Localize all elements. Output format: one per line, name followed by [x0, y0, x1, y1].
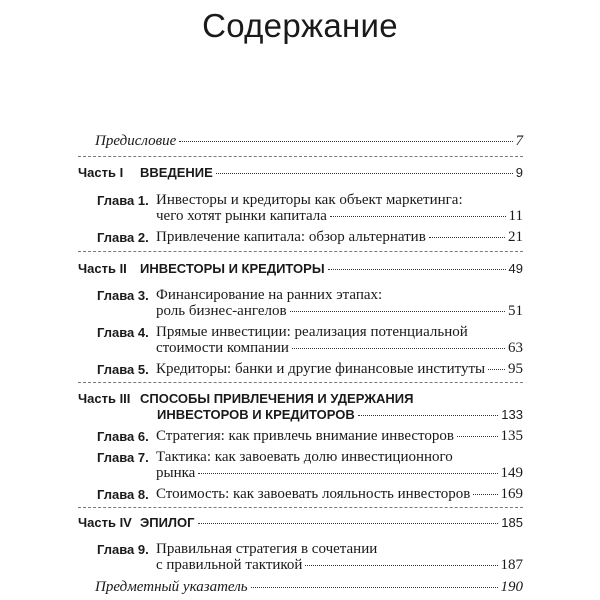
- chapter-3-line-2: роль бизнес-ангелов: [156, 303, 287, 319]
- dot-leader: [290, 311, 505, 312]
- chapter-4-line-1: Прямые инвестиции: реализация потенциальной: [156, 324, 468, 340]
- dot-leader: [473, 494, 497, 495]
- part-4-number: Часть IV: [78, 515, 132, 530]
- dot-leader: [328, 269, 506, 270]
- chapter-9-line-2: с правильной тактикой: [156, 557, 303, 573]
- chapter-4-number: Глава 4.: [97, 325, 149, 340]
- dot-leader: [457, 436, 498, 437]
- toc-entry-index[interactable]: [95, 578, 523, 596]
- chapter-1-number: Глава 1.: [97, 193, 149, 208]
- chapter-4-page: 63: [508, 340, 523, 356]
- toc-entry-part-2[interactable]: [140, 260, 523, 278]
- separator-line: [78, 156, 523, 157]
- part-1-title: ВВЕДЕНИЕ: [140, 165, 213, 180]
- toc-entry-part-3[interactable]: [157, 406, 523, 424]
- separator-line: [78, 507, 523, 508]
- chapter-8-number: Глава 8.: [97, 487, 149, 502]
- dot-leader: [429, 237, 505, 238]
- chapter-3-line-1: Финансирование на ранних этапах:: [156, 287, 383, 303]
- chapter-8-page: 169: [500, 486, 523, 502]
- chapter-7-line-1: Тактика: как завоевать долю инвестиционного: [156, 449, 453, 465]
- chapter-7-page: 149: [500, 465, 523, 481]
- toc-entry-chapter-4[interactable]: [156, 339, 523, 357]
- chapter-6-page: 135: [500, 428, 523, 444]
- part-2-page: 49: [508, 261, 523, 276]
- chapter-6-number: Глава 6.: [97, 429, 149, 444]
- part-3-page: 133: [501, 407, 523, 422]
- dot-leader: [179, 141, 512, 142]
- chapter-9-number: Глава 9.: [97, 542, 149, 557]
- chapter-1-line-1: Инвесторы и кредиторы как объект маркетинга:: [156, 192, 463, 208]
- chapter-1-page: 11: [508, 208, 523, 224]
- separator-line: [78, 251, 523, 252]
- chapter-3-page: 51: [508, 303, 523, 319]
- dot-leader: [251, 587, 498, 588]
- chapter-4-line-2: стоимости компании: [156, 340, 289, 356]
- chapter-6-line-1: Стратегия: как привлечь внимание инвесторов: [156, 428, 454, 444]
- part-2-title: ИНВЕСТОРЫ И КРЕДИТОРЫ: [140, 261, 325, 276]
- part-3-title-line-2: ИНВЕСТОРОВ И КРЕДИТОРОВ: [157, 407, 355, 422]
- chapter-9-page: 187: [500, 557, 523, 573]
- page-title: Содержание: [202, 7, 398, 44]
- preface-page: 7: [515, 133, 523, 149]
- toc-entry-part-4[interactable]: [140, 514, 523, 532]
- dot-leader: [330, 216, 506, 217]
- chapter-7-line-2: рынка: [156, 465, 196, 481]
- part-2-number: Часть II: [78, 261, 127, 276]
- chapter-7-number: Глава 7.: [97, 450, 149, 465]
- dot-leader: [292, 348, 505, 349]
- chapter-5-page: 95: [508, 361, 523, 377]
- toc-entry-chapter-1[interactable]: [156, 207, 523, 225]
- chapter-5-number: Глава 5.: [97, 362, 149, 377]
- dot-leader: [198, 473, 497, 474]
- dot-leader: [216, 173, 513, 174]
- chapter-9-line-1: Правильная стратегия в сочетании: [156, 541, 378, 557]
- toc-entry-chapter-5[interactable]: [156, 360, 523, 378]
- dot-leader: [198, 523, 499, 524]
- toc-entry-preface[interactable]: [95, 132, 523, 150]
- preface-label: Предисловие: [95, 133, 177, 149]
- toc-entry-chapter-8[interactable]: [156, 485, 523, 503]
- chapter-3-number: Глава 3.: [97, 288, 149, 303]
- part-3-title-line-1: СПОСОБЫ ПРИВЛЕЧЕНИЯ И УДЕРЖАНИЯ: [140, 391, 414, 406]
- index-label: Предметный указатель: [95, 579, 248, 595]
- index-page: 190: [500, 579, 523, 595]
- chapter-1-line-2: чего хотят рынки капитала: [156, 208, 327, 224]
- part-1-number: Часть I: [78, 165, 124, 180]
- chapter-2-page: 21: [508, 229, 523, 245]
- separator-line: [78, 382, 523, 383]
- toc-entry-chapter-6[interactable]: [156, 427, 523, 445]
- toc-entry-chapter-7[interactable]: [156, 464, 523, 482]
- chapter-8-line-1: Стоимость: как завоевать лояльность инвесторов: [156, 486, 471, 502]
- chapter-2-number: Глава 2.: [97, 230, 149, 245]
- chapter-5-line-1: Кредиторы: банки и другие финансовые институты: [156, 361, 486, 377]
- part-1-page: 9: [515, 165, 523, 180]
- part-4-title: ЭПИЛОГ: [140, 515, 195, 530]
- dot-leader: [488, 369, 505, 370]
- part-4-page: 185: [501, 515, 523, 530]
- toc-entry-chapter-3[interactable]: [156, 302, 523, 320]
- chapter-2-line-1: Привлечение капитала: обзор альтернатив: [156, 229, 426, 245]
- toc-entry-chapter-9[interactable]: [156, 556, 523, 574]
- dot-leader: [358, 415, 499, 416]
- toc-entry-chapter-2[interactable]: [156, 228, 523, 246]
- part-3-number: Часть III: [78, 391, 131, 406]
- toc-entry-part-1[interactable]: [140, 164, 523, 182]
- dot-leader: [305, 565, 497, 566]
